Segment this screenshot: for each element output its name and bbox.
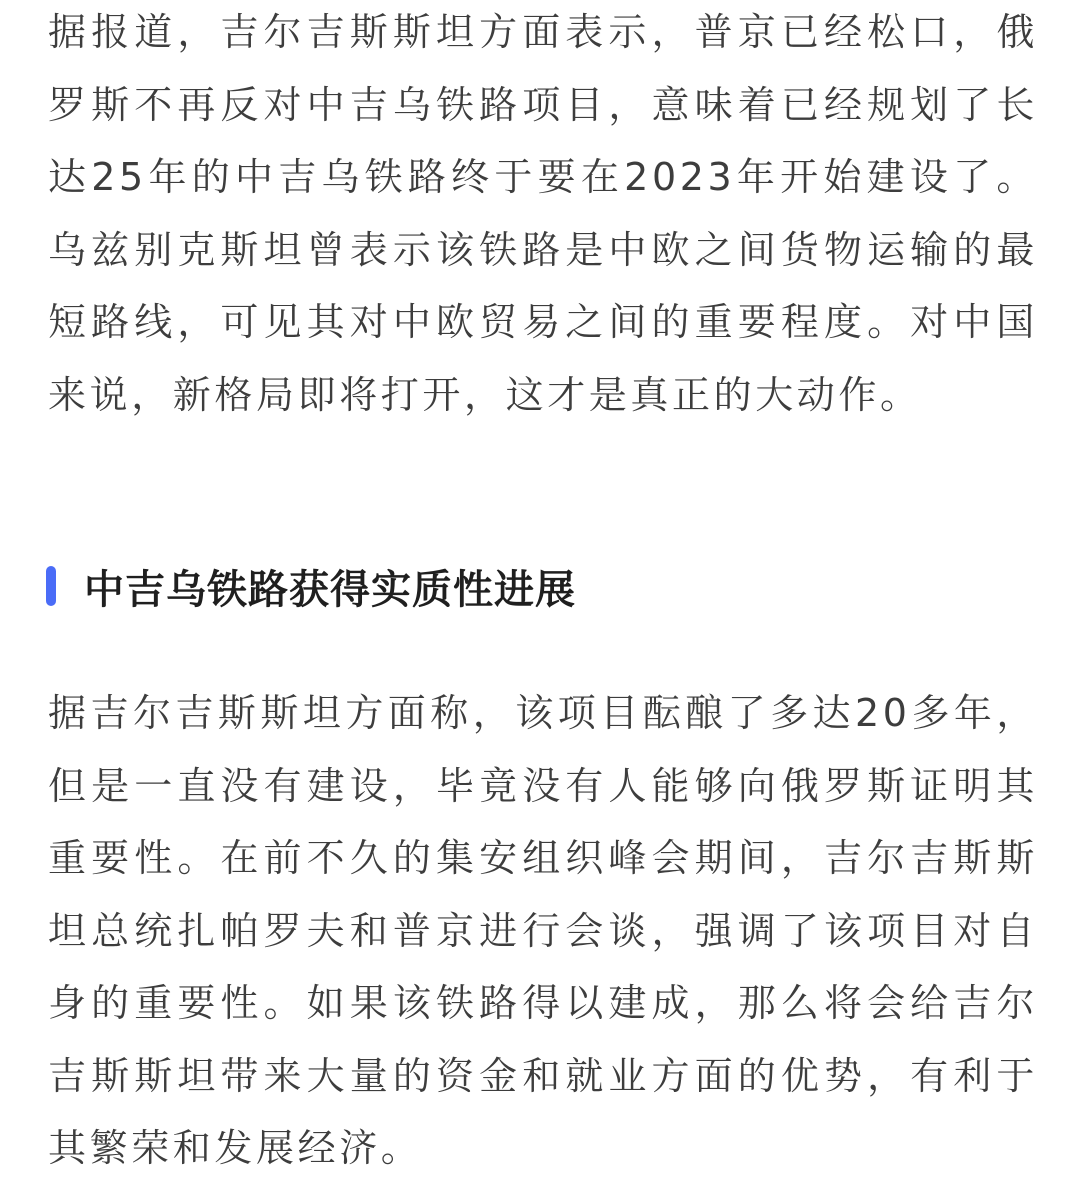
article-paragraph-2: 据吉尔吉斯斯坦方面称，该项目酝酿了多达20多年，但是一直没有建设，毕竟没有人能够向俄罗斯证明其重要性。在前不久的集安组织峰会期间，吉尔吉斯斯坦总统扎帕罗夫和普京进行会谈，强调了该项目对自身的重要性。如果该铁路得以建成，那么将会给吉尔吉斯斯坦带来大量的资金和就业方面的优势，有利于其繁荣和发展经济。 <box>48 691 1038 1170</box>
section-heading-text: 中吉乌铁路获得实质性进展 <box>84 566 576 613</box>
heading-accent-bar <box>46 566 56 606</box>
section-heading <box>46 560 576 612</box>
article-paragraph-1: 据报道，吉尔吉斯斯坦方面表示，普京已经松口，俄罗斯不再反对中吉乌铁路项目，意味着已经规划了长达25年的中吉乌铁路终于要在2023年开始建设了。乌兹别克斯坦曾表示该铁路是中欧之间货物运输的最短路线，可见其对中欧贸易之间的重要程度。对中国来说，新格局即将打开，这才是真正的大动作。 <box>48 10 1038 417</box>
